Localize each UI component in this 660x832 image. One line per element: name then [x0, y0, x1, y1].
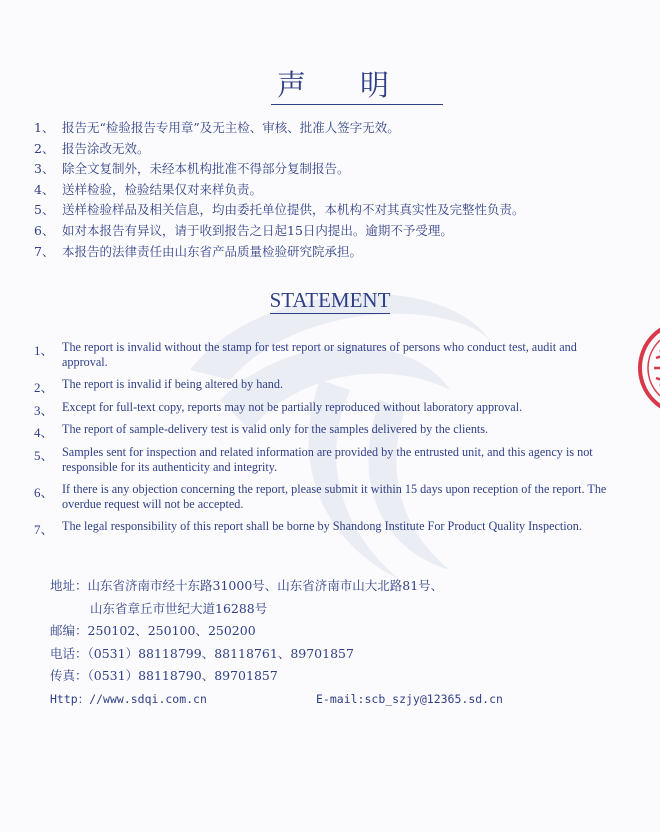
web-row	[50, 688, 610, 711]
list-item	[34, 118, 634, 139]
item-text: 除全文复制外，未经本机构批准不得部分复制报告。	[62, 161, 350, 177]
list-item	[34, 377, 624, 395]
item-text: If there is any objection concerning the report, please submit it within 15 days upon reception of the report. The overdue request will not be accepted.	[62, 481, 607, 511]
item-number: 3、	[34, 402, 54, 418]
list-item	[34, 422, 624, 440]
address-row	[50, 575, 610, 598]
item-number: 3、	[34, 161, 55, 177]
item-text: 报告涂改无效。	[62, 140, 150, 156]
list-item	[34, 445, 624, 475]
chinese-statement-title	[0, 63, 660, 104]
address-label: 地址：	[50, 578, 88, 593]
list-item	[34, 519, 624, 537]
item-number: 7、	[34, 243, 55, 259]
item-text: 送样检验样品及相关信息，均由委托单位提供，本机构不对其真实性及完整性负责。	[62, 202, 525, 218]
phone-label: 电话：	[50, 645, 88, 661]
item-text: The report of sample-delivery test is valid only for the samples delivered by the clients.	[62, 422, 489, 437]
item-number: 4、	[34, 181, 55, 197]
item-text: The report is invalid without the stamp for test report or signatures of persons who conduct test, audit and approval.	[62, 340, 577, 369]
item-number: 7、	[34, 521, 54, 537]
list-item	[34, 180, 634, 201]
item-text: 如对本报告有异议，请于收到报告之日起15日内提出。逾期不予受理。	[62, 222, 453, 238]
http-label: Http：	[50, 691, 90, 706]
zip-row	[50, 620, 610, 643]
list-item	[34, 221, 634, 242]
item-text: 报告无“检验报告专用章”及无主检、审核、批准人签字无效。	[62, 120, 400, 135]
item-text: The legal responsibility of this report shall be borne by Shandong Institute For Product Quality Inspection.	[62, 518, 582, 533]
fax-value: （0531）88118790、89701857	[87, 668, 278, 683]
email-group	[316, 688, 503, 711]
item-number: 2、	[34, 380, 54, 395]
english-statement-list	[34, 340, 624, 541]
address-line-2: 山东省章丘市世纪大道16288号	[90, 600, 268, 616]
zip-value: 250102、250100、250200	[87, 623, 256, 638]
item-text: 本报告的法律责任由山东省产品质量检验研究院承担。	[62, 243, 363, 259]
item-number: 1、	[34, 343, 54, 358]
item-number: 1、	[34, 120, 55, 135]
list-item	[34, 340, 624, 370]
item-number: 4、	[34, 425, 54, 441]
item-text: 送样检验，检验结果仅对来样负责。	[62, 181, 263, 197]
list-item	[34, 159, 634, 180]
list-item	[34, 139, 634, 160]
address-line-1: 山东省济南市经十东路31000号、山东省济南市山大北路81号、	[87, 578, 444, 593]
chinese-statement-title-text: 声明	[271, 68, 443, 105]
red-seal-stamp	[636, 318, 660, 418]
item-text: The report is invalid if being altered by hand.	[62, 377, 283, 391]
item-number: 5、	[34, 202, 55, 218]
chinese-statement-list	[34, 118, 634, 262]
item-number: 6、	[34, 222, 55, 238]
item-text: Except for full-text copy, reports may not be partially reproduced without laboratory approval.	[62, 399, 523, 414]
email-link[interactable]: scb_szjy@12365.sd.cn	[364, 691, 503, 706]
contact-info	[50, 575, 610, 710]
item-number: 5、	[34, 447, 54, 463]
fax-row	[50, 665, 610, 688]
website-link[interactable]: //www.sdqi.com.cn	[89, 691, 207, 706]
address-row-2	[50, 598, 610, 621]
fax-label: 传真：	[50, 668, 88, 683]
list-item	[34, 242, 634, 263]
item-number: 6、	[34, 484, 54, 500]
phone-row	[50, 643, 610, 666]
email-label: E-mail:	[316, 691, 365, 706]
list-item	[34, 200, 634, 221]
list-item	[34, 482, 624, 512]
zip-label: 邮编：	[50, 623, 88, 638]
list-item	[34, 400, 624, 418]
item-number: 2、	[34, 140, 55, 156]
english-statement-title-text: STATEMENT	[269, 288, 391, 312]
english-statement-title	[0, 288, 660, 313]
phone-value: （0531）88118799、88118761、89701857	[87, 645, 354, 661]
item-text: Samples sent for inspection and related information are provided by the entrusted unit, and this agency is not responsible for its authenticity and integrity.	[62, 444, 593, 474]
